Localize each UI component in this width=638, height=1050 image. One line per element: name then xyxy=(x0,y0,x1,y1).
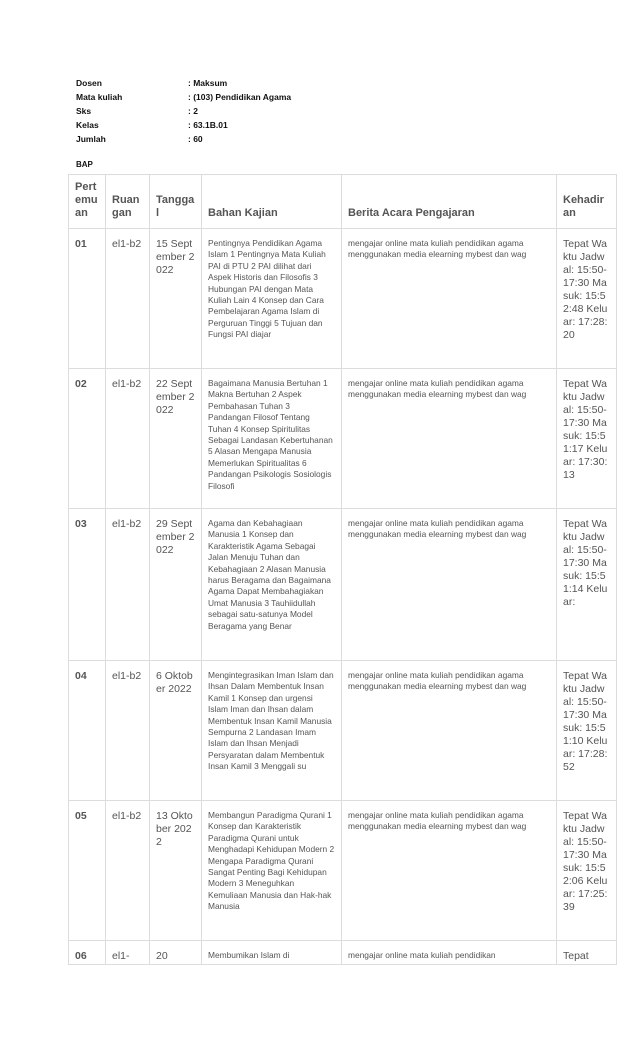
cell-berita-acara: mengajar online mata kuliah pendidikan agama menggunakan media elearning mybest dan wag xyxy=(342,369,557,509)
cell-pertemuan: 06 xyxy=(69,941,106,965)
info-value: : 2 xyxy=(188,106,198,116)
table-row xyxy=(69,369,617,509)
cell-bahan-kajian: Membumikan Islam di xyxy=(202,941,342,965)
cell-tanggal: 6 Oktober 2022 xyxy=(150,661,202,801)
cell-berita-acara: mengajar online mata kuliah pendidikan xyxy=(342,941,557,965)
cell-berita-acara: mengajar online mata kuliah pendidikan agama menggunakan media elearning mybest dan wag xyxy=(342,801,557,941)
cell-kehadiran: Tepat Waktu Jadwal: 15:50-17:30 Masuk: 15:51:10 Keluar: 17:28:52 xyxy=(557,661,617,801)
cell-kehadiran: Tepat Waktu Jadwal: 15:50-17:30 Masuk: 15:51:14 Keluar: xyxy=(557,509,617,661)
cell-ruangan: el1-b2 xyxy=(106,661,150,801)
table-row xyxy=(69,941,617,965)
info-label: Mata kuliah xyxy=(76,92,123,102)
info-value: : Maksum xyxy=(188,78,228,88)
cell-tanggal: 29 September 2022 xyxy=(150,509,202,661)
cell-bahan-kajian: Mengintegrasikan Iman Islam dan Ihsan Dalam Membentuk Insan Kamil 1 Konsep dan urgensi Islam Iman dan Ihsan dalam Membentuk Insan Kamil Manusia Sempurna 2 Landasan Imam Islam dan Ihsan Menjadi Persyaratan dalam Membentuk Insan Kamil 3 Menggali su xyxy=(202,661,342,801)
header-pertemuan: Pertemuan xyxy=(69,175,106,229)
bap-title: BAP xyxy=(76,160,93,169)
table-row xyxy=(69,661,617,801)
cell-bahan-kajian: Membangun Paradigma Qurani 1 Konsep dan Karakteristik Paradigma Qurani untuk Menghadapi Kehidupan Modern 2 Mengapa Paradigma Qurani Sangat Penting Bagi Kehidupan Modern 3 Meneguhkan Kemuliaan Manusia dan Hak-hak Manusia xyxy=(202,801,342,941)
info-row-jumlah xyxy=(76,132,291,146)
header-ruangan: Ruangan xyxy=(106,175,150,229)
table-header-row xyxy=(69,175,617,229)
info-label: Dosen xyxy=(76,78,102,88)
header-berita-acara: Berita Acara Pengajaran xyxy=(342,175,557,229)
header-tanggal: Tanggal xyxy=(150,175,202,229)
cell-ruangan: el1- xyxy=(106,941,150,965)
cell-pertemuan: 02 xyxy=(69,369,106,509)
cell-ruangan: el1-b2 xyxy=(106,801,150,941)
cell-berita-acara: mengajar online mata kuliah pendidikan agama menggunakan media elearning mybest dan wag xyxy=(342,661,557,801)
cell-kehadiran: Tepat Waktu Jadwal: 15:50-17:30 Masuk: 15:52:06 Keluar: 17:25:39 xyxy=(557,801,617,941)
cell-bahan-kajian: Pentingnya Pendidikan Agama Islam 1 Pentingnya Mata Kuliah PAI di PTU 2 PAI dilihat dari Aspek Historis dan Filosofis 3 Hubungan PAI dengan Mata Kuliah Lain 4 Konsep dan Cara Pembelajaran Agama Islam di Perguruan Tinggi 5 Tujuan dan Fungsi PAI diajar xyxy=(202,229,342,369)
info-value: : 63.1B.01 xyxy=(188,120,228,130)
cell-ruangan: el1-b2 xyxy=(106,509,150,661)
bap-table xyxy=(68,174,617,965)
cell-pertemuan: 03 xyxy=(69,509,106,661)
cell-ruangan: el1-b2 xyxy=(106,369,150,509)
cell-tanggal: 20 xyxy=(150,941,202,965)
cell-pertemuan: 05 xyxy=(69,801,106,941)
cell-tanggal: 22 September 2022 xyxy=(150,369,202,509)
cell-ruangan: el1-b2 xyxy=(106,229,150,369)
header-bahan-kajian: Bahan Kajian xyxy=(202,175,342,229)
cell-kehadiran: Tepat Waktu Jadwal: 15:50-17:30 Masuk: 15:52:48 Keluar: 17:28:20 xyxy=(557,229,617,369)
cell-tanggal: 13 Oktober 2022 xyxy=(150,801,202,941)
cell-berita-acara: mengajar online mata kuliah pendidikan agama menggunakan media elearning mybest dan wag xyxy=(342,229,557,369)
info-row-kelas xyxy=(76,118,291,132)
cell-pertemuan: 04 xyxy=(69,661,106,801)
course-info xyxy=(76,76,291,146)
info-label: Kelas xyxy=(76,120,99,130)
table-row xyxy=(69,509,617,661)
table-row xyxy=(69,229,617,369)
header-kehadiran: Kehadiran xyxy=(557,175,617,229)
cell-tanggal: 15 September 2022 xyxy=(150,229,202,369)
info-label: Jumlah xyxy=(76,134,106,144)
info-value: : (103) Pendidikan Agama xyxy=(188,92,292,102)
cell-kehadiran: Tepat xyxy=(557,941,617,965)
info-row-mata-kuliah xyxy=(76,90,291,104)
info-row-sks xyxy=(76,104,291,118)
cell-kehadiran: Tepat Waktu Jadwal: 15:50-17:30 Masuk: 15:51:17 Keluar: 17:30:13 xyxy=(557,369,617,509)
cell-pertemuan: 01 xyxy=(69,229,106,369)
cell-berita-acara: mengajar online mata kuliah pendidikan agama menggunakan media elearning mybest dan wag xyxy=(342,509,557,661)
cell-bahan-kajian: Agama dan Kebahagiaan Manusia 1 Konsep dan Karakteristik Agama Sebagai Jalan Menuju Tuhan dan Kebahagiaan 2 Alasan Manusia harus Beragama dan Bagaimana Agama Dapat Membahagiakan Umat Manusia 3 Tauhiidullah sebagai satu-satunya Model Beragama yang Benar xyxy=(202,509,342,661)
cell-bahan-kajian: Bagaimana Manusia Bertuhan 1 Makna Bertuhan 2 Aspek Pembahasan Tuhan 3 Pandangan Filosof Tentang Tuhan 4 Konsep Spiritulitas Sebagai Landasan Kebertuhanan 5 Alasan Mengapa Manusia Memerlukan Spiritualitas 6 Pandangan Psikologis Sosiologis Filosofi xyxy=(202,369,342,509)
info-row-dosen xyxy=(76,76,291,90)
info-label: Sks xyxy=(76,106,92,116)
table-row xyxy=(69,801,617,941)
info-value: : 60 xyxy=(188,134,203,144)
